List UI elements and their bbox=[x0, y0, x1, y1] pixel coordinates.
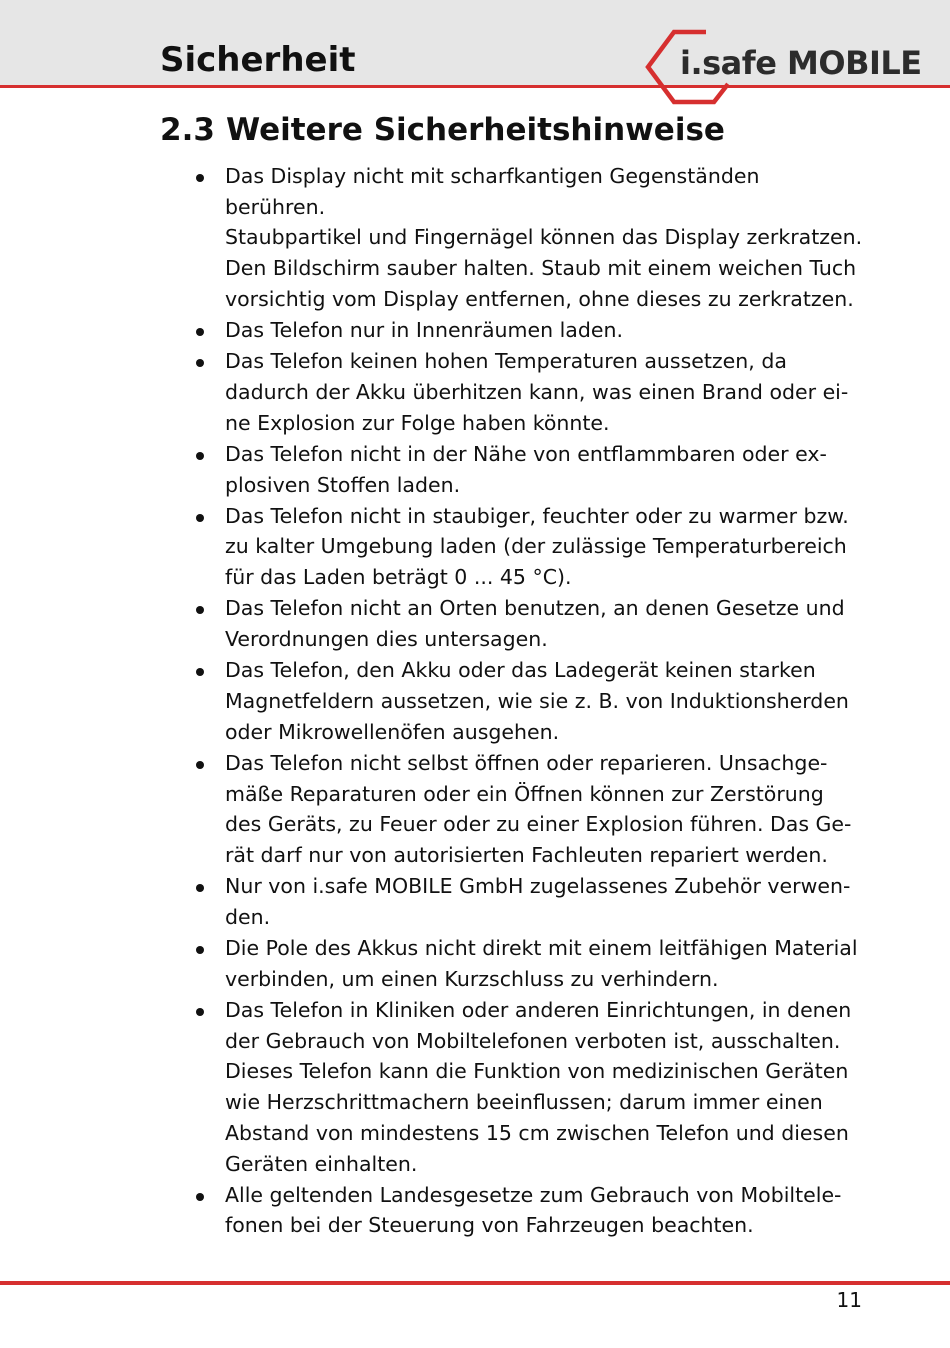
list-item bbox=[225, 439, 865, 500]
bullet-icon bbox=[196, 359, 204, 367]
list-item-text: Nur von i.safe MOBILE GmbH zugelassenes Zubehör verwen- den. bbox=[225, 874, 851, 929]
brand-logo bbox=[644, 28, 944, 106]
list-item bbox=[225, 1180, 865, 1241]
footer-divider bbox=[0, 1281, 950, 1285]
bullet-icon bbox=[196, 174, 204, 182]
safety-notes-list bbox=[225, 161, 865, 1242]
section-heading bbox=[160, 112, 725, 148]
list-item-text: Alle geltenden Landesgesetze zum Gebrauch von Mobiltele- fonen bei der Steuerung von Fahrzeugen beachten. bbox=[225, 1182, 842, 1238]
list-item bbox=[225, 871, 865, 932]
bullet-icon bbox=[196, 1193, 204, 1201]
list-item-text: Das Display nicht mit scharfkantigen Gegenständen berühren. Staubpartikel und Fingernägel können das Display zerkratzen. Den Bildschirm sauber halten. Staub mit einem weichen Tuch vorsichtig vom Display entfernen, ohne dieses zu zerkratzen. bbox=[225, 164, 863, 311]
list-item-text: Das Telefon nicht in staubiger, feuchter oder zu warmer bzw. zu kalter Umgebung laden (der zulässige Temperaturbereich für das Laden beträgt 0 ... 45 °C). bbox=[225, 503, 849, 590]
list-item-text: Die Pole des Akkus nicht direkt mit einem leitfähigen Material verbinden, um einen Kurzschluss zu verhindern. bbox=[225, 936, 858, 991]
bullet-icon bbox=[196, 452, 204, 460]
list-item-text: Das Telefon, den Akku oder das Ladegerät keinen starken Magnetfeldern aussetzen, wie sie z. B. von Induktionsherden oder Mikrowellenöfen ausgehen. bbox=[225, 658, 849, 744]
page-number: 11 bbox=[836, 1288, 862, 1312]
bullet-icon bbox=[196, 514, 204, 522]
list-item bbox=[225, 933, 865, 994]
bullet-icon bbox=[196, 946, 204, 954]
list-item bbox=[225, 501, 865, 593]
list-item bbox=[225, 748, 865, 871]
bullet-icon bbox=[196, 761, 204, 769]
list-item-text: Das Telefon in Kliniken oder anderen Einrichtungen, in denen der Gebrauch von Mobiltelefonen verboten ist, ausschalten. Dieses Telefon kann die Funktion von medizinischen Geräten wie Herzschrittmachern beeinflussen; darum immer einen Abstand von mindestens 15 cm zwischen Telefon und diesen Geräten einhalten. bbox=[225, 997, 852, 1176]
list-item bbox=[225, 161, 865, 315]
list-item bbox=[225, 315, 865, 346]
bullet-icon bbox=[196, 668, 204, 676]
list-item-text: Das Telefon keinen hohen Temperaturen aussetzen, da dadurch der Akku überhitzen kann, was einen Brand oder ei- ne Explosion zur Folge haben könnte. bbox=[225, 349, 849, 435]
list-item-text: Das Telefon nicht an Orten benutzen, an denen Gesetze und Verordnungen dies untersagen. bbox=[225, 596, 845, 652]
bullet-icon bbox=[196, 606, 204, 614]
section-number: 2.3 bbox=[160, 112, 215, 148]
list-item-text: Das Telefon nur in Innenräumen laden. bbox=[225, 318, 624, 343]
list-item-text: Das Telefon nicht in der Nähe von entflammbaren oder ex- plosiven Stoffen laden. bbox=[225, 441, 827, 497]
list-item-text: Das Telefon nicht selbst öffnen oder reparieren. Unsachge- mäße Reparaturen oder ein Öffnen können zur Zerstörung des Geräts, zu Feuer oder zu einer Explosion führen. Das Ge- rät darf nur von autorisierten Fachleuten repariert werden. bbox=[225, 750, 852, 867]
list-item bbox=[225, 655, 865, 747]
logo-text: i.safe MOBILE bbox=[680, 44, 922, 82]
list-item bbox=[225, 995, 865, 1179]
section-title-text: Weitere Sicherheitshinweise bbox=[226, 112, 725, 148]
list-item bbox=[225, 593, 865, 654]
chapter-title: Sicherheit bbox=[160, 40, 356, 80]
list-item bbox=[225, 346, 865, 438]
bullet-icon bbox=[196, 1008, 204, 1016]
bullet-icon bbox=[196, 884, 204, 892]
bullet-icon bbox=[196, 328, 204, 336]
